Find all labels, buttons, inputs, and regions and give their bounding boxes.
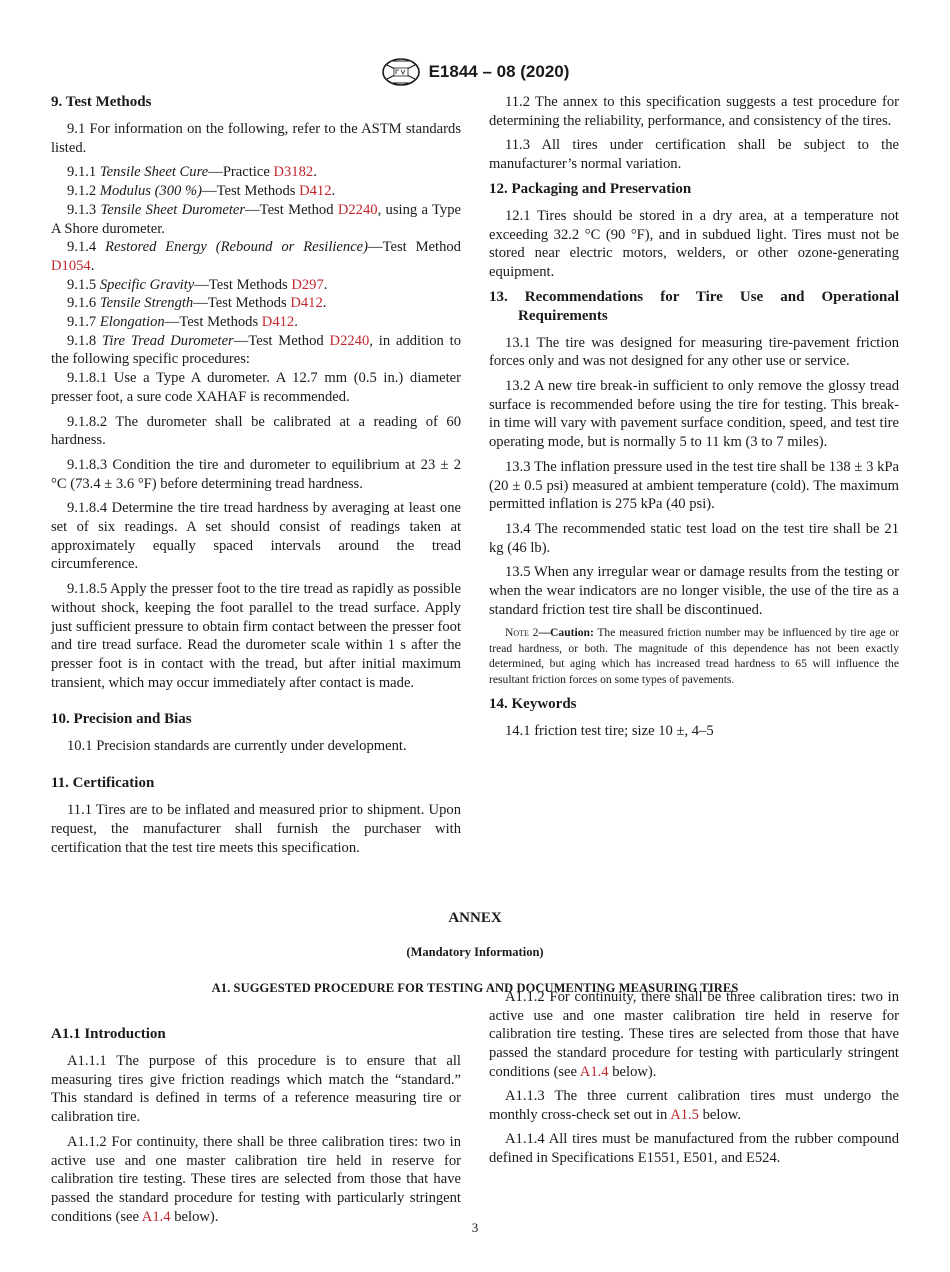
para-9-1-8-4: 9.1.8.4 Determine the tire tread hardness by averaging at least one set of six readings. A set should consist of readings taken at approximately equally spaced intervals around the tread circumference. [51,500,461,573]
annex-subtitle: (Mandatory Information) [406,945,544,959]
section-14-title: 14. Keywords [489,696,577,713]
para-9-1-5: 9.1.5 Specific Gravity—Test Methods D297. [67,276,328,293]
para-a1-1-4: A1.1.4 All tires must be manufactured from the rubber compound defined in Specifications E1551, E501, and E524. [489,1131,899,1167]
ref-link-d3182[interactable]: D3182 [273,164,314,181]
annex-title: ANNEX [448,910,502,926]
ref-link-d2240[interactable]: D2240 [337,201,378,218]
para-11-2: 11.2 The annex to this specification suggests a test procedure for determining the reliability, performance, and consistency of the tires. [489,94,899,129]
para-11-3: 11.3 All tires under certification shall be subject to the manufacturer’s normal variation. [489,137,899,173]
page-number: 3 [471,1220,479,1235]
annex-left-column [51,1025,461,1225]
page-header [0,57,950,87]
section-11-title: 11. Certification [51,775,155,792]
ref-link-a1-5[interactable]: A1.5 [670,1106,699,1123]
para-9-1-7: 9.1.7 Elongation—Test Methods D412. [67,314,298,331]
ref-link-a1-4[interactable]: A1.4 [141,1208,171,1225]
ref-link-d2240[interactable]: D2240 [329,332,370,349]
para-11-1: 11.1 Tires are to be inflated and measured prior to shipment. Upon request, the manufacturer shall furnish the purchaser with certification that the test tire meets this specification. [51,802,461,856]
annex-right-column [489,989,899,1168]
para-9-1-2: 9.1.2 Modulus (300 %)—Test Methods D412. [67,183,336,200]
ref-link-a1-4[interactable]: A1.4 [579,1063,609,1080]
para-9-1-8: 9.1.8 Tire Tread Durometer—Test Method D2240, in addition to the following specific procedures: [51,332,461,368]
para-9-1-8-3: 9.1.8.3 Condition the tire and durometer to equilibrium at 23 ± 2 °C (73.4 ± 3.6 °F) before determining tread hardness. [51,456,461,492]
ref-link-d297[interactable]: D297 [291,276,324,293]
para-a1-1-2: A1.1.2 For continuity, there shall be three calibration tires: two in active use and one master calibration tire held in reserve for calibration tire testing. These tires are selected from those that have passed the standard procedure for testing with particularly stringent conditions (see A1.4 below). [51,1133,461,1225]
para-9-1-8-2: 9.1.8.2 The durometer shall be calibrated at a reading of 60 hardness. [51,413,461,449]
para-a1-1-3: A1.1.3 The three current calibration tires must undergo the monthly cross-check set out in A1.5 below. [489,1088,899,1123]
para-9-1: 9.1 For information on the following, refer to the ASTM standards listed. [51,121,461,156]
para-9-1-8-5: 9.1.8.5 Apply the presser foot to the tire tread as rapidly as possible without shock, keeping the foot parallel to the tread surface. Apply just sufficient pressure to obtain firm contact between the presser foot and tire tread surface. Read the durometer scale within 1 s after the presser foot is in contact with the tread, but after initial maximum transient, which may occur immediately after contact is made. [51,581,461,691]
section-9-title: 9. Test Methods [51,94,152,110]
section-13-title: 13. Recommendations for Tire Use and Operational Requirements [489,288,899,324]
section-a1-1-title: A1.1 Introduction [51,1026,166,1042]
section-10-title: 10. Precision and Bias [51,711,192,728]
para-9-1-6: 9.1.6 Tensile Strength—Test Methods D412. [67,295,327,312]
para-9-1-8-1: 9.1.8.1 Use a Type A durometer. A 12.7 mm (0.5 in.) diameter presser foot, a sure code XAHAF is recommended. [51,370,461,405]
ref-link-d412[interactable]: D412 [299,183,332,200]
right-column [489,93,899,741]
left-column [51,93,461,857]
para-13-4: 13.4 The recommended static test load on the test tire shall be 21 kg (46 lb). [489,520,899,556]
ref-link-d412[interactable]: D412 [261,314,295,331]
ref-link-d1054[interactable]: D1054 [51,257,91,274]
para-9-1-4: 9.1.4 Restored Energy (Rebound or Resilience)—Test Method D1054. [51,239,461,274]
para-13-3: 13.3 The inflation pressure used in the test tire shall be 138 ± 3 kPa (20 ± 0.5 psi) measured at ambient temperature (cold). The maximum permitted inflation is 275 kPa (40 psi). [489,458,899,513]
para-10-1: 10.1 Precision standards are currently under development. [67,738,407,755]
para-13-2: 13.2 A new tire break-in sufficient to only remove the glossy tread surface is recommended before using the tire for testing. This break-in time will vary with pavement surface condition, speed, and test tire operating mode, but is normally 5 to 11 km (3 to 7 miles). [489,378,899,451]
para-a1-1-1: A1.1.1 The purpose of this procedure is to ensure that all measuring tires give friction readings which match the “standard.” This standard is defined in terms of a reference measuring tire or calibration tire. [51,1053,461,1126]
para-9-1-1: 9.1.1 Tensile Sheet Cure—Practice D3182. [67,164,317,181]
astm-logo-icon [381,57,421,87]
para-13-1: 13.1 The tire was designed for measuring tire-pavement friction forces only and was not designed for any other use or service. [489,334,899,370]
note-2: Note 2—Caution: The measured friction number may be influenced by tire age or tread hardness, or both. The magnitude of this dependence has not been exactly determined, but aging which has increased tread hardness to 65 will influence the resultant friction forces on some types of pavements. [489,626,900,686]
section-12-title: 12. Packaging and Preservation [489,180,692,197]
document-id: E1844 – 08 (2020) [428,62,570,81]
ref-link-d412[interactable]: D412 [290,295,323,312]
para-14-1: 14.1 friction test tire; size 10 ±, 4–5 [505,723,714,740]
para-9-1-3: 9.1.3 Tensile Sheet Durometer—Test Method D2240, using a Type A Shore durometer. [51,201,461,237]
annex-a1-title: A1. SUGGESTED PROCEDURE FOR TESTING AND DOCUMENTING MEASURING TIRES [211,981,739,995]
para-a1-1-2-continued: A1.1.2 For continuity, there shall be three calibration tires: two in active use and one master calibration tire held in reserve for calibration tire testing. These tires are selected from those that have passed the standard procedure for testing with particularly stringent conditions (see A1.4 below). [489,989,899,1080]
para-12-1: 12.1 Tires should be stored in a dry area, at a temperature not exceeding 32.2 °C (90 °F), and in subdued light. Tires must not be stored near electric motors, welders, or other ozone-generating equipment. [489,207,899,280]
para-13-5: 13.5 When any irregular wear or damage results from the testing or when the wear indicators are no longer visible, the use of the tire as a standard friction test tire shall be discontinued. [489,564,899,618]
